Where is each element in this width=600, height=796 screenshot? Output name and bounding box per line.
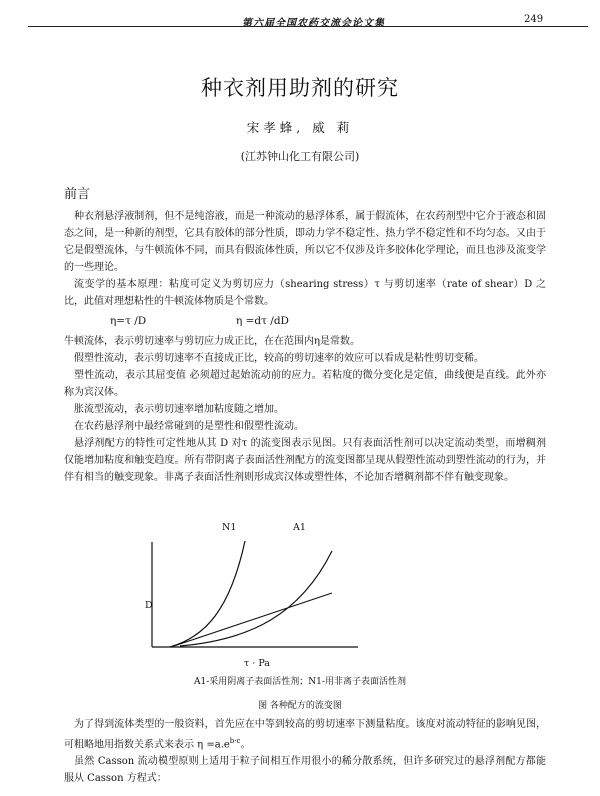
section-heading: 前言 — [64, 187, 91, 202]
paragraph-9-exponent: b·c — [229, 737, 241, 745]
paragraph-7: 在农药悬浮剂中最经常碰到的是塑性和假塑性流动。 — [74, 421, 304, 432]
curve-newtonian-line — [174, 593, 332, 646]
x-axis-label: τ · Pa — [244, 658, 270, 669]
paragraph-9-tail: 。 — [240, 739, 251, 751]
paragraph-9-text: 为了得到流体类型的一般资料，首先应在中等到较高的剪切速率下测量粘度。该度对流动特征的影响见图，可粗略地用指数关系式来表示 η =a.e — [64, 719, 546, 751]
curve-label-a1: A1 — [293, 522, 306, 533]
curve-a1-anionic — [180, 551, 332, 646]
body-block-1 — [64, 208, 546, 310]
paragraph-10: 虽然 Casson 流动模型原则上适用于粒子间相互作用很小的稀分散系统，但许多研究过的悬浮剂配方都能服从 Casson 方程式： — [64, 756, 546, 785]
article-authors: 宋孝蜂, 威 莉 — [246, 120, 354, 135]
header-rule — [28, 26, 588, 27]
curve-n1-nonionic — [170, 541, 245, 647]
formula-1: η=τ /D — [110, 315, 147, 327]
paragraph-5: 塑性流动，表示其屈变值 必须超过起始流动前的应力。若粘度的微分变化是定值，曲线便是直线。此外亦称为宾汉体。 — [64, 370, 546, 398]
paragraph-4: 假塑性流动，表示剪切速率不直接成正比，较高的剪切速率的效应可以看成是粘性剪切变稀。 — [74, 353, 484, 364]
body-block-2 — [64, 333, 546, 486]
paragraph-1: 种衣剂悬浮液制剂，但不是纯溶液，而是一种流动的悬浮体系，属于假流体，在农药剂型中它介于液态和固态之间，是一种新的剂型，它具有胶体的部分性质，即动力学不稳定性、热力学不稳定性和不均匀态。又由于它是假塑流体，与牛顿流体不同，而具有假流体性质，所以它不仅涉及许多胶体化学理论，而且也涉及流变学的一些理论。 — [64, 211, 546, 273]
body-block-3 — [64, 716, 546, 787]
paragraph-3: 牛顿流体，表示剪切速率与剪切应力成正比，在在范围内η是常数。 — [64, 336, 360, 347]
rheogram-figure — [150, 540, 360, 652]
figure-caption: 图 各种配方的流变图 — [258, 701, 342, 711]
y-axis-label: D — [145, 600, 153, 611]
formula-2: η =dτ /dD — [236, 315, 289, 327]
article-title: 种衣剂用助剂的研究 — [201, 76, 399, 100]
page-number: 249 — [524, 14, 544, 25]
paragraph-9 — [64, 716, 546, 753]
running-title: 第六届全国农药交流会论文集 — [242, 18, 385, 29]
paragraph-8: 悬浮剂配方的特性可定性地从其 D 对τ 的流变图表示见图。只有表面活性剂可以决定流动类型，而增稠剂仅能增加粘度和触变趋度。所有带阴离子表面活性剂配方的流变图都呈现从假塑性流动到塑性流动的行为，并伴有相当的触变现象。非离子表面活性剂则形成宾汉体或塑性体，不论加否增稠剂都不伴有触变现象。 — [64, 438, 546, 483]
running-head — [0, 6, 600, 29]
figure-legend: A1-采用阴离子表面活性剂；N1-用非离子表面活性剂 — [194, 677, 406, 687]
paragraph-2: 流变学的基本原理：粘度可定义为剪切应力（shearing stress）τ 与剪切速率（rate of shear）D 之比，此值对理想粘性的牛顿流体物质是个常数。 — [64, 279, 546, 307]
article-affiliation: (江苏钟山化工有限公司) — [240, 150, 360, 163]
paragraph-6: 胀流型流动，表示剪切速率增加粘度随之增加。 — [74, 404, 284, 415]
curve-label-n1: N1 — [222, 522, 237, 533]
